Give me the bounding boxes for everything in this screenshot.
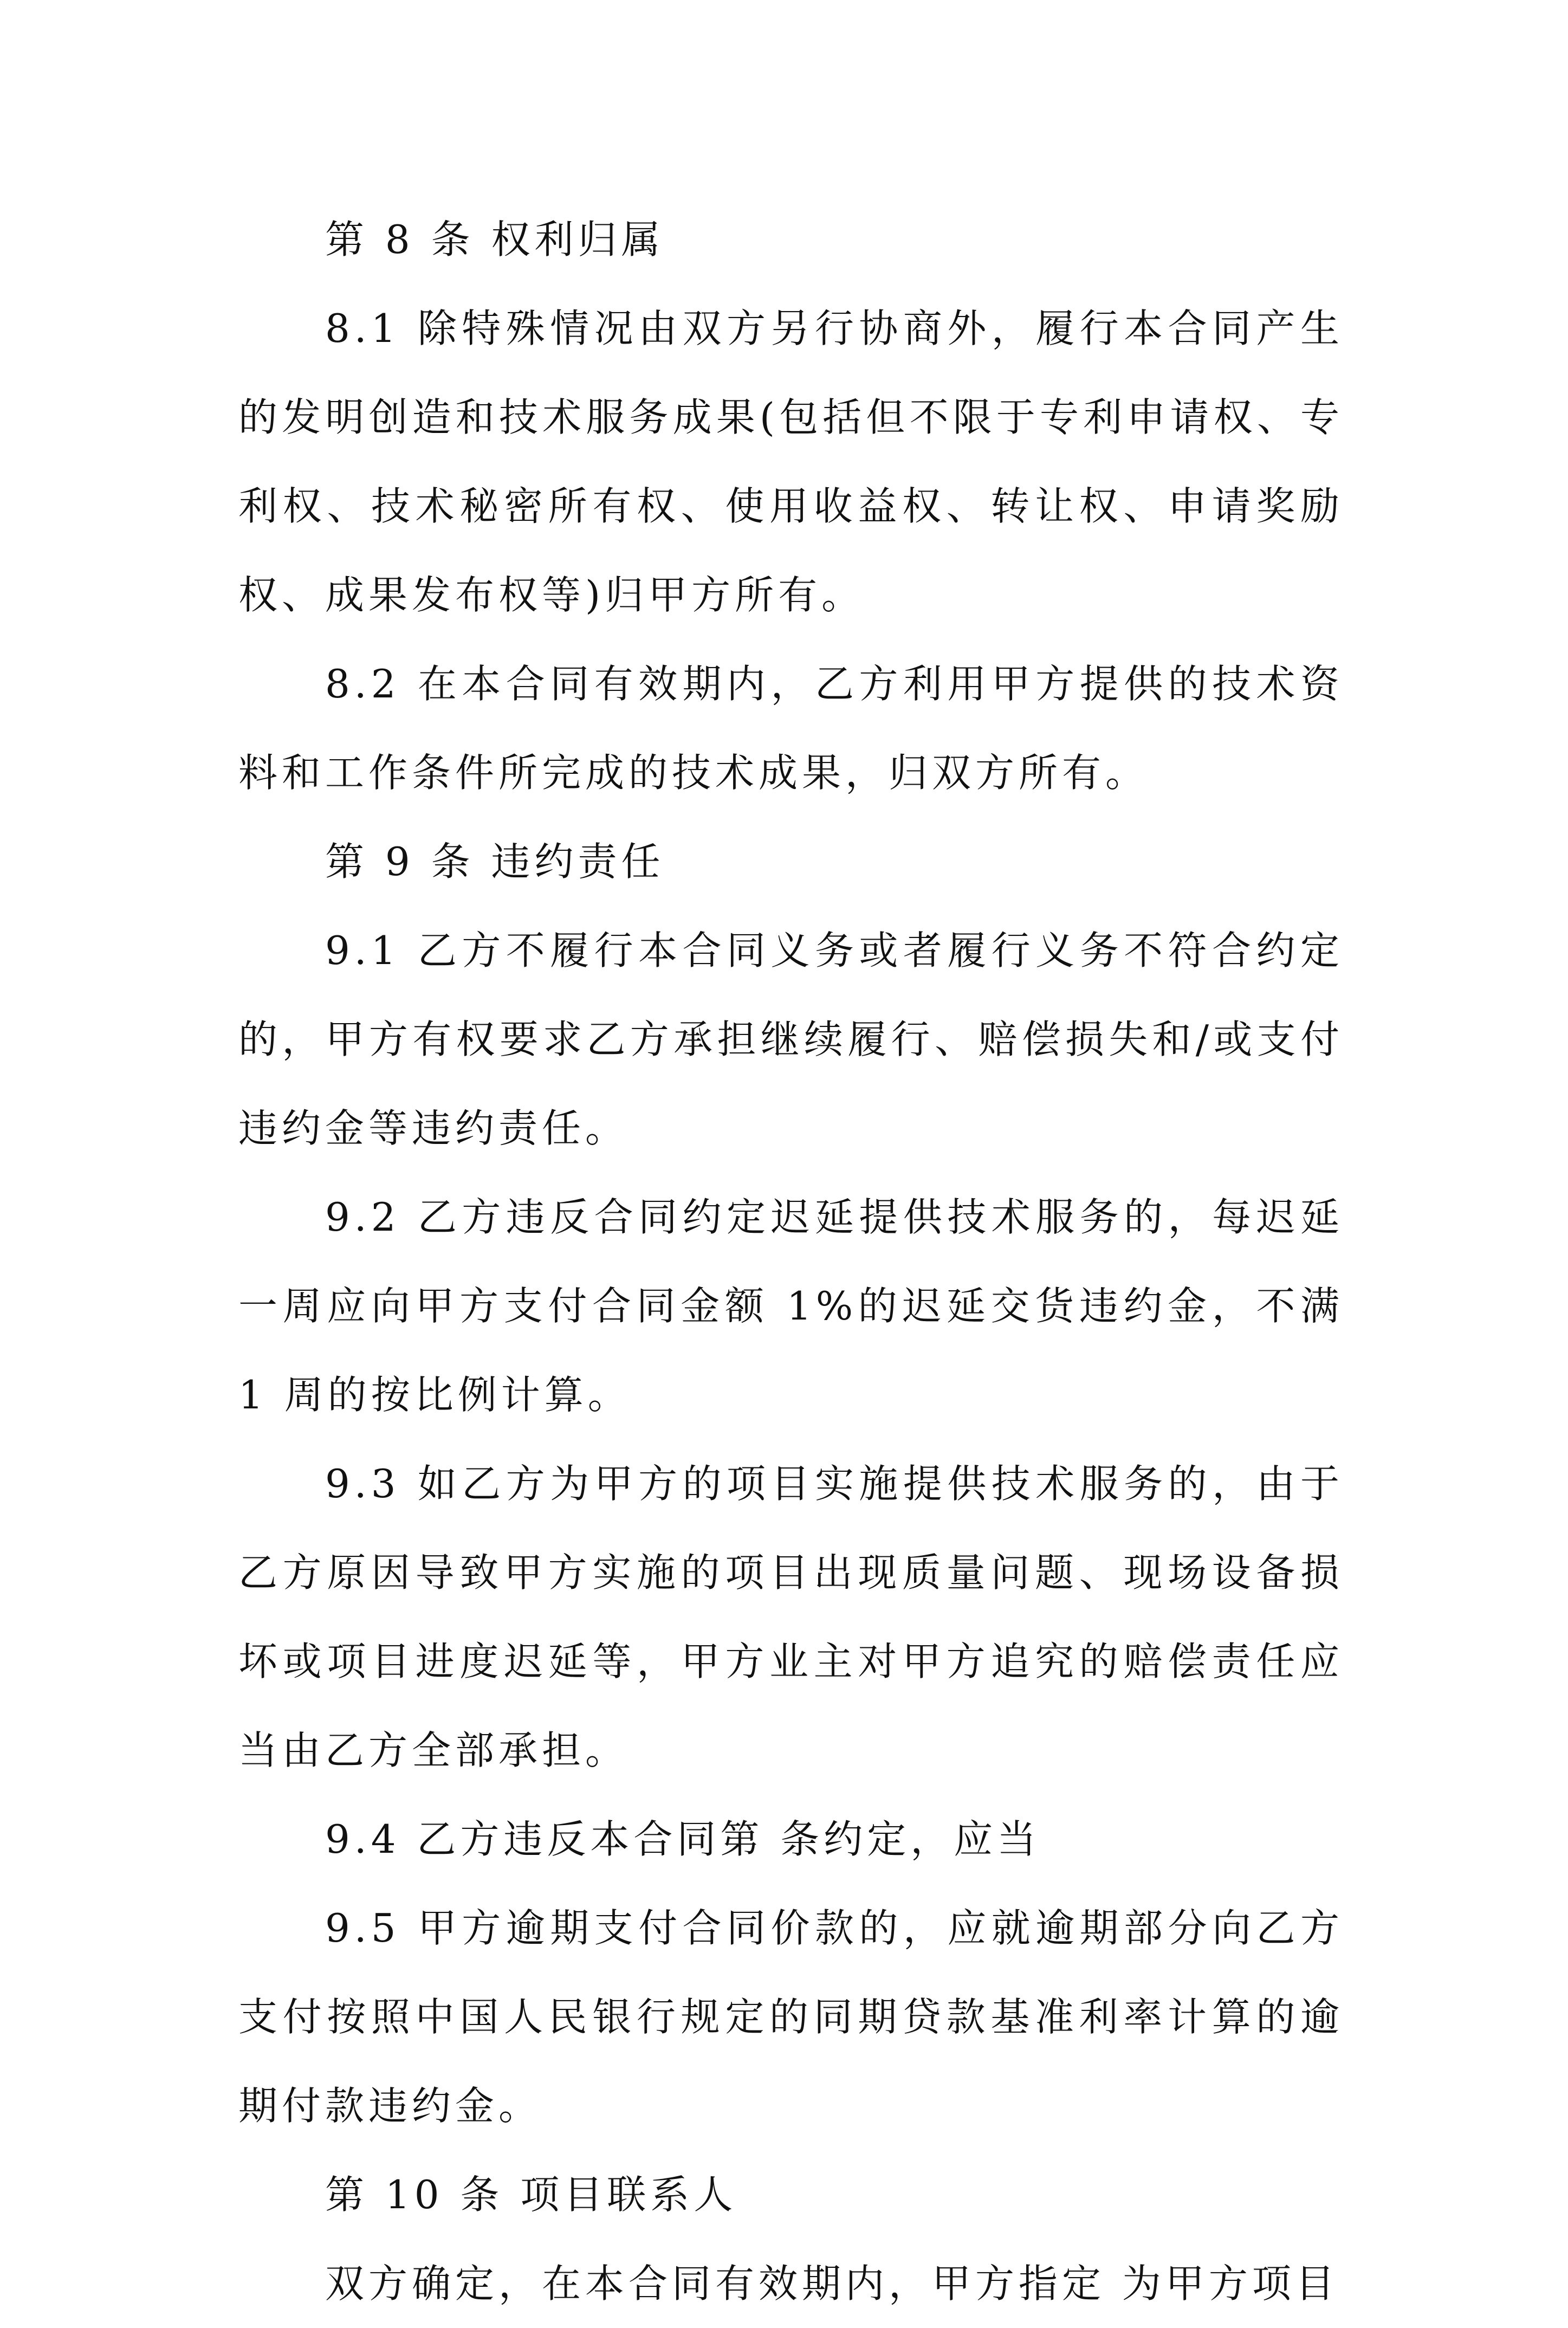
clause-9-4: 9.4 乙方违反本合同第 条约定，应当 [325,1816,1041,1862]
article-9-heading: 第 9 条 违约责任 [325,839,665,884]
clause-10-intro: 双方确定，在本合同有效期内，甲方指定 为甲方项目 [325,2261,1339,2306]
document-body [238,195,1344,2328]
clause-9-2: 9.2 乙方违反合同约定迟延提供技术服务的，每迟延一周应向甲方支付合同金额 1%的迟延交货违约金，不满 1 周的按比例计算。 [238,1194,1344,1418]
clause-9-3: 9.3 如乙方为甲方的项目实施提供技术服务的，由于乙方原因导致甲方实施的项目出现质量问题、现场设备损坏或项目进度迟延等，甲方业主对甲方追究的赔偿责任应当由乙方全部承担。 [238,1461,1344,1773]
article-8-heading: 第 8 条 权利归属 [325,217,665,262]
article-10-heading: 第 10 条 项目联系人 [325,2172,737,2217]
clause-8-1: 8.1 除特殊情况由双方另行协商外，履行本合同产生的发明创造和技术服务成果(包括但不限于专利申请权、专利权、技术秘密所有权、使用收益权、转让权、申请奖励权、成果发布权等)归甲方所有。 [238,306,1344,618]
clause-8-2: 8.2 在本合同有效期内，乙方利用甲方提供的技术资料和工作条件所完成的技术成果，归双方所有。 [238,661,1344,796]
clause-9-5: 9.5 甲方逾期支付合同价款的，应就逾期部分向乙方支付按照中国人民银行规定的同期贷款基准利率计算的逾期付款违约金。 [238,1905,1344,2129]
clause-9-1: 9.1 乙方不履行本合同义务或者履行义务不符合约定的，甲方有权要求乙方承担继续履行、赔偿损失和/或支付违约金等违约责任。 [238,928,1344,1151]
